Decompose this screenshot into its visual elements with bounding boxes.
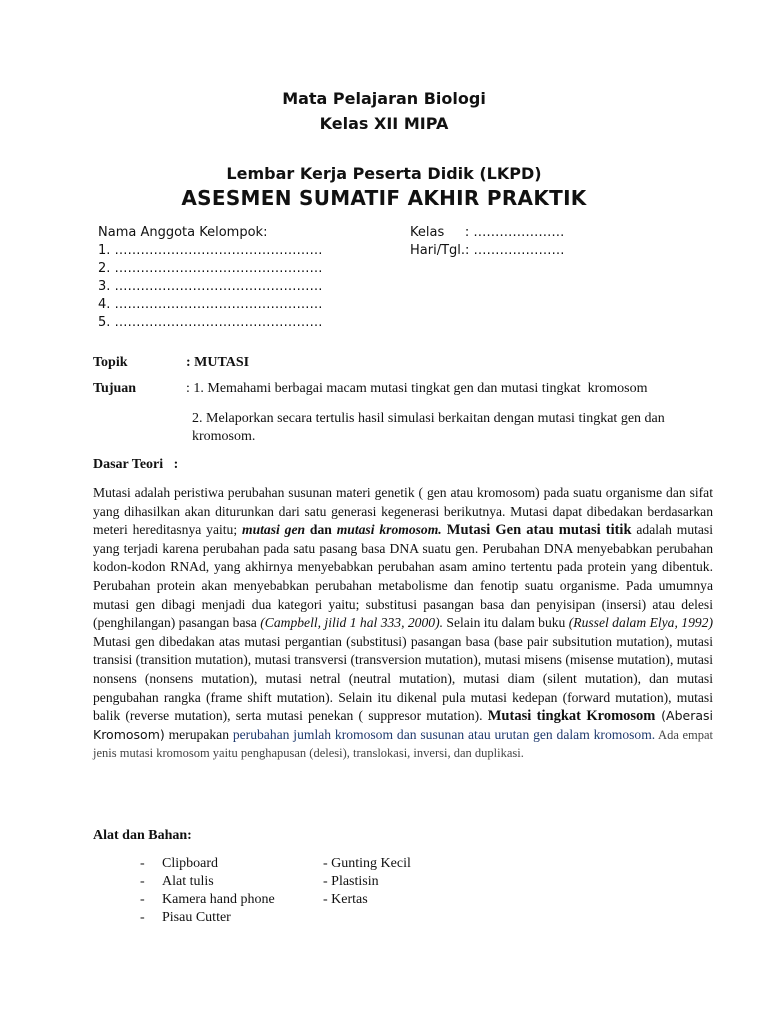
list-item bbox=[140, 891, 275, 909]
para-bold: Mutasi tingkat Kromosom bbox=[487, 708, 656, 725]
member-line: 2. ………………………………………… bbox=[98, 261, 323, 276]
class-date-block bbox=[410, 224, 565, 260]
tools-list-left bbox=[140, 855, 275, 927]
dash: - bbox=[140, 892, 145, 907]
member-line: 1. ………………………………………… bbox=[98, 243, 323, 258]
para-em: mutasi kromosom. bbox=[336, 522, 442, 538]
dasar-teori-label: Dasar Teori : bbox=[93, 457, 179, 472]
para-text: Mutasi gen dibedakan atas mutasi pergantian (substitusi) pasangan basa (base pair subsitution mutation), mutasi transisi (transition mutation), mutasi transversi (transversion mutation), mutasi misens (misense mutation), mutasi nonsens (nonsens mutation), mutasi netral (neutral mutation), mutasi diam (silent mutation), dan mutasi pengubahan rangka (frame shift mutation). Selain itu dikenal pula mutasi kedepan (forward mutation), mutasi balik (reverse mutation), serta mutasi penekan ( suppresor mutation). bbox=[93, 633, 713, 724]
tool-item: Kamera hand phone bbox=[162, 892, 275, 907]
para-text: Ada empat jenis mutasi kromosom yaitu penghapusan (delesi), translokasi, inversi, dan duplikasi. bbox=[93, 727, 713, 761]
dash: - bbox=[140, 856, 145, 871]
hari-field: Hari/Tgl.: ………………… bbox=[410, 243, 565, 258]
para-text: dan bbox=[305, 522, 337, 538]
tujuan-label: Tujuan bbox=[93, 381, 137, 396]
list-item bbox=[140, 909, 275, 927]
para-bold: Mutasi Gen atau mutasi titik bbox=[441, 522, 632, 539]
kelas-field: Kelas : ………………… bbox=[410, 225, 565, 240]
tujuan-item-2: 2. Melaporkan secara tertulis hasil simulasi berkaitan dengan mutasi tingkat gen dan kromosom. bbox=[192, 411, 665, 444]
para-citation: (Campbell, jilid 1 hal 333, 2000). bbox=[260, 615, 444, 631]
para-text: merupakan bbox=[164, 726, 233, 742]
list-item: - Gunting Kecil bbox=[323, 856, 411, 871]
group-members bbox=[98, 224, 323, 332]
asesmen-title: ASESMEN SUMATIF AKHIR PRAKTIK bbox=[181, 186, 587, 210]
para-citation: (Russel dalam Elya, 1992) bbox=[568, 615, 713, 631]
para-text: Mutasi adalah peristiwa perubahan susunan materi genetik ( gen atau kromosom) pada suatu organisme dan sifat yang dihasilkan akan diturunkan dari satu generasi kegenerasi berikutnya. Mutasi dapat dibedakan berdasarkan meteri hereditasnya yaitu; bbox=[93, 485, 713, 538]
para-text: Selain itu dalam buku bbox=[443, 615, 569, 631]
para-text: (Aberasi Kromosom) bbox=[93, 708, 713, 742]
dash: - bbox=[140, 910, 145, 925]
list-item: - Plastisin bbox=[323, 874, 379, 889]
tujuan-item-1: : 1. Memahami berbagai macam mutasi tingkat gen dan mutasi tingkat kromosom bbox=[186, 381, 648, 396]
para-highlight: perubahan jumlah kromosom dan susunan atau urutan gen dalam kromosom. bbox=[232, 726, 656, 742]
tools-list-right bbox=[323, 855, 411, 909]
para-em: mutasi gen bbox=[242, 522, 306, 538]
topik-value: : MUTASI bbox=[186, 355, 250, 370]
para-text: adalah mutasi yang terjadi karena perubahan pada satu pasang basa DNA suatu gen. Perubahan DNA menyebabkan perubahan kodon-kodon RNAd, yang akhirnya menyebabkan perubahan asam amino tertentu pada protein yang dibentuk. Perubahan protein akan menyebabkan perubahan metabolisme dan fenotip suatu organisme. Pada umumnya mutasi gen dibagi menjadi dua kategori yaitu; substitusi pasangan basa dan penyisipan (insersi) atau delesi (penghilangan) pasangan basa bbox=[93, 522, 713, 631]
dash: - bbox=[140, 874, 145, 889]
topik-label: Topik bbox=[93, 355, 128, 370]
dasar-teori-paragraph bbox=[93, 484, 713, 763]
tool-item: Pisau Cutter bbox=[162, 910, 231, 925]
member-line: 4. ………………………………………… bbox=[98, 297, 323, 312]
tool-item: Clipboard bbox=[162, 856, 218, 871]
list-item bbox=[140, 855, 275, 873]
list-item bbox=[140, 873, 275, 891]
list-item: - Kertas bbox=[323, 892, 368, 907]
subject-title: Mata Pelajaran Biologi bbox=[282, 89, 486, 108]
alat-bahan-label: Alat dan Bahan: bbox=[93, 828, 192, 843]
group-title: Nama Anggota Kelompok: bbox=[98, 225, 268, 240]
tool-item: Alat tulis bbox=[162, 874, 214, 889]
lkpd-title: Lembar Kerja Peserta Didik (LKPD) bbox=[226, 164, 542, 183]
member-line: 3. ………………………………………… bbox=[98, 279, 323, 294]
class-title: Kelas XII MIPA bbox=[319, 114, 449, 133]
member-line: 5. ………………………………………… bbox=[98, 315, 323, 330]
